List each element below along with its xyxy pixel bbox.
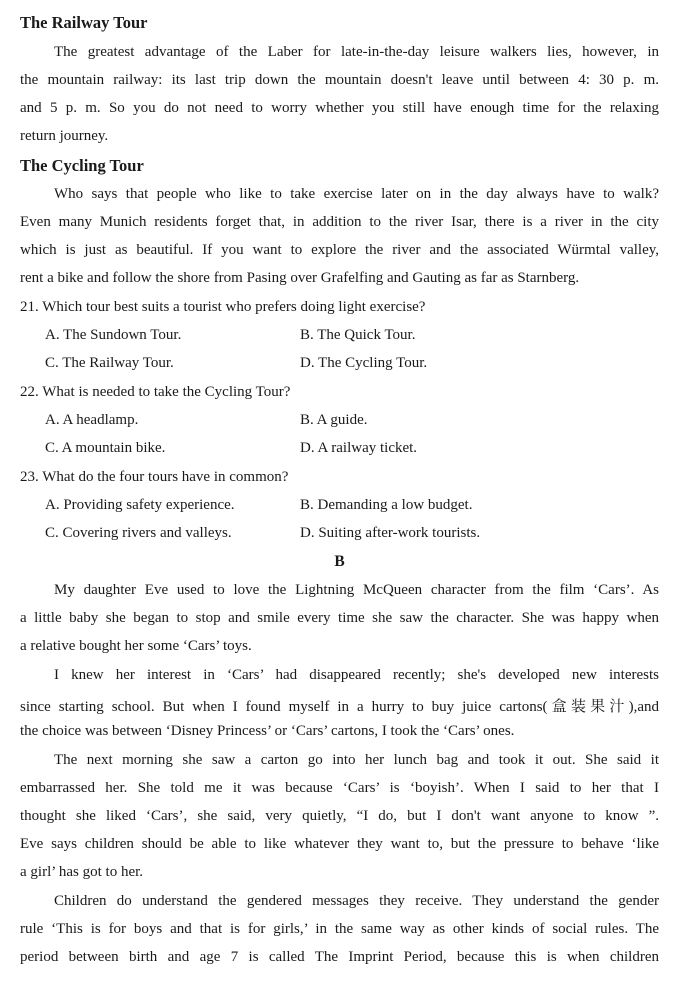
- paragraph-line: a girl’ has got to her.: [20, 864, 144, 880]
- question-23-option-a: A. Providing safety experience.: [45, 497, 235, 513]
- question-23-stem: 23. What do the four tours have in common?: [20, 469, 289, 485]
- paragraph-line: which is just as beautiful. If you want to explore the river and the associated Würmtal valley,: [20, 242, 659, 258]
- paragraph-line: rule ‘This is for boys and that is for girls,’ in the same way as other kinds of social rules. The: [20, 921, 659, 937]
- question-21-option-d: D. The Cycling Tour.: [300, 355, 428, 371]
- paragraph-line: and 5 p. m. So you do not need to worry whether you still have enough time for the relaxing: [20, 100, 659, 116]
- paragraph-line: the mountain railway: its last trip down the mountain doesn't leave until between 4: 30 p. m.: [20, 72, 659, 88]
- question-23-option-b: B. Demanding a low budget.: [300, 497, 473, 513]
- paragraph-line: thought she liked ‘Cars’, she said, very quietly, “I do, but I don't want anyone to know ”.: [20, 808, 659, 824]
- paragraph-line: I knew her interest in ‘Cars’ had disappeared recently; she's developed new interests: [54, 667, 659, 683]
- paragraph-line: Even many Munich residents forget that, in addition to the river Isar, there is a river in the city: [20, 214, 659, 230]
- section-b-label: B: [334, 553, 345, 570]
- question-22-stem: 22. What is needed to take the Cycling Tour?: [20, 384, 291, 400]
- question-23-option-d: D. Suiting after-work tourists.: [300, 525, 481, 541]
- question-23-option-c: C. Covering rivers and valleys.: [45, 525, 232, 541]
- paragraph-line: My daughter Eve used to love the Lightning McQueen character from the film ‘Cars’. As: [54, 582, 659, 598]
- question-21-option-b: B. The Quick Tour.: [300, 327, 416, 343]
- paragraph-line: Children do understand the gendered messages they receive. They understand the gender: [54, 893, 659, 909]
- paragraph-line: rent a bike and follow the shore from Pasing over Grafelfing and Gauting as far as Starnberg.: [20, 270, 580, 286]
- paragraph-line: a relative bought her some ‘Cars’ toys.: [20, 638, 252, 654]
- cycling-tour-heading: The Cycling Tour: [20, 156, 144, 175]
- paragraph-line: return journey.: [20, 128, 109, 144]
- paragraph-line: period between birth and age 7 is called The Imprint Period, because this is when children: [20, 949, 659, 965]
- question-21-stem: 21. Which tour best suits a tourist who prefers doing light exercise?: [20, 299, 426, 315]
- question-22-option-d: D. A railway ticket.: [300, 440, 418, 456]
- railway-tour-heading: The Railway Tour: [20, 13, 148, 32]
- paragraph-line: Eve says children should be able to like whatever they want to, but the pressure to behave ‘like: [20, 836, 659, 852]
- paragraph-line: The greatest advantage of the Laber for late-in-the-day leisure walkers lies, however, in: [54, 44, 659, 60]
- paragraph-line: the choice was between ‘Disney Princess’ or ‘Cars’ cartons, I took the ‘Cars’ ones.: [20, 723, 515, 739]
- question-21-option-a: A. The Sundown Tour.: [45, 327, 182, 343]
- question-22-option-c: C. A mountain bike.: [45, 440, 166, 456]
- paragraph-line: embarrassed her. She told me it was because ‘Cars’ is ‘boyish’. When I said to her that I: [20, 780, 659, 796]
- paragraph-line: The next morning she saw a carton go into her lunch bag and took it out. She said it: [54, 752, 659, 768]
- paragraph-line: Who says that people who like to take exercise later on in the day always have to walk?: [54, 186, 659, 202]
- question-22-option-b: B. A guide.: [300, 412, 368, 428]
- question-21-option-c: C. The Railway Tour.: [45, 355, 174, 371]
- paragraph-line: since starting school. But when I found myself in a hurry to buy juice cartons(盒装果汁),and: [20, 699, 659, 715]
- question-22-option-a: A. A headlamp.: [45, 412, 139, 428]
- paragraph-line: a little baby she began to stop and smile every time she saw the character. She was happy when: [20, 610, 659, 626]
